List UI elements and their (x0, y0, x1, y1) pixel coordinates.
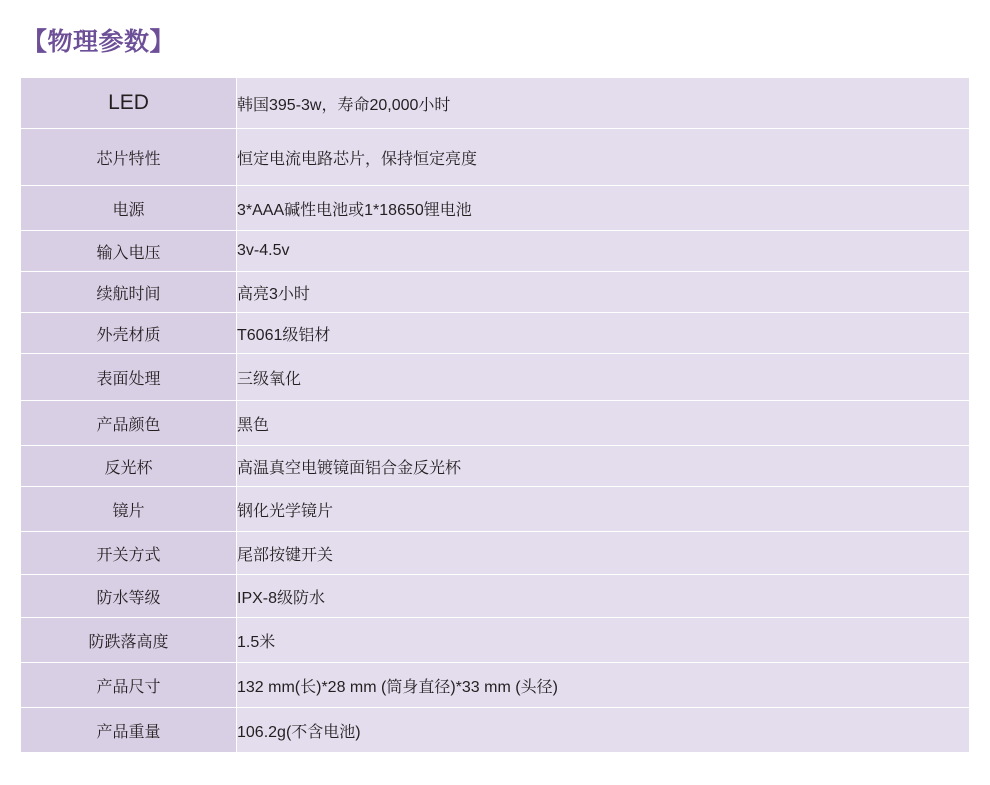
table-row (21, 708, 970, 753)
spec-value: IPX-8级防水 (237, 575, 970, 618)
table-row (21, 186, 970, 231)
spec-label: 产品颜色 (21, 401, 237, 446)
spec-value: 3*AAA碱性电池或1*18650锂电池 (237, 186, 970, 231)
table-row (21, 129, 970, 186)
spec-value: 韩国395-3w，寿命20,000小时 (237, 78, 970, 129)
spec-value: 钢化光学镜片 (237, 487, 970, 532)
table-row (21, 354, 970, 401)
page-title: 【物理参数】 (22, 28, 176, 56)
table-row (21, 78, 970, 129)
table-row (21, 575, 970, 618)
spec-value: T6061级铝材 (237, 313, 970, 354)
spec-value: 3v-4.5v (237, 231, 970, 272)
table-row (21, 487, 970, 532)
spec-label: 防水等级 (21, 575, 237, 618)
table-row (21, 446, 970, 487)
spec-label: 电源 (21, 186, 237, 231)
spec-label: 表面处理 (21, 354, 237, 401)
spec-label: 防跌落高度 (21, 618, 237, 663)
spec-value: 黑色 (237, 401, 970, 446)
spec-label: 产品尺寸 (21, 663, 237, 708)
table-row (21, 272, 970, 313)
spec-value: 1.5米 (237, 618, 970, 663)
spec-label: 开关方式 (21, 532, 237, 575)
spec-value: 106.2g(不含电池) (237, 708, 970, 753)
table-row (21, 663, 970, 708)
spec-label: 产品重量 (21, 708, 237, 753)
table-row (21, 401, 970, 446)
spec-label: 续航时间 (21, 272, 237, 313)
spec-label: 外壳材质 (21, 313, 237, 354)
spec-label: 芯片特性 (21, 129, 237, 186)
table-row (21, 313, 970, 354)
spec-label: 反光杯 (21, 446, 237, 487)
spec-label: 镜片 (21, 487, 237, 532)
spec-value: 尾部按键开关 (237, 532, 970, 575)
spec-value: 高亮3小时 (237, 272, 970, 313)
spec-value: 132 mm(长)*28 mm (筒身直径)*33 mm (头径) (237, 663, 970, 708)
physical-parameters-table (20, 77, 970, 753)
spec-value: 恒定电流电路芯片，保持恒定亮度 (237, 129, 970, 186)
table-row (21, 231, 970, 272)
table-row (21, 618, 970, 663)
spec-value: 三级氧化 (237, 354, 970, 401)
spec-value: 高温真空电镀镜面铝合金反光杯 (237, 446, 970, 487)
spec-label: LED (21, 78, 237, 129)
table-row (21, 532, 970, 575)
spec-label: 输入电压 (21, 231, 237, 272)
